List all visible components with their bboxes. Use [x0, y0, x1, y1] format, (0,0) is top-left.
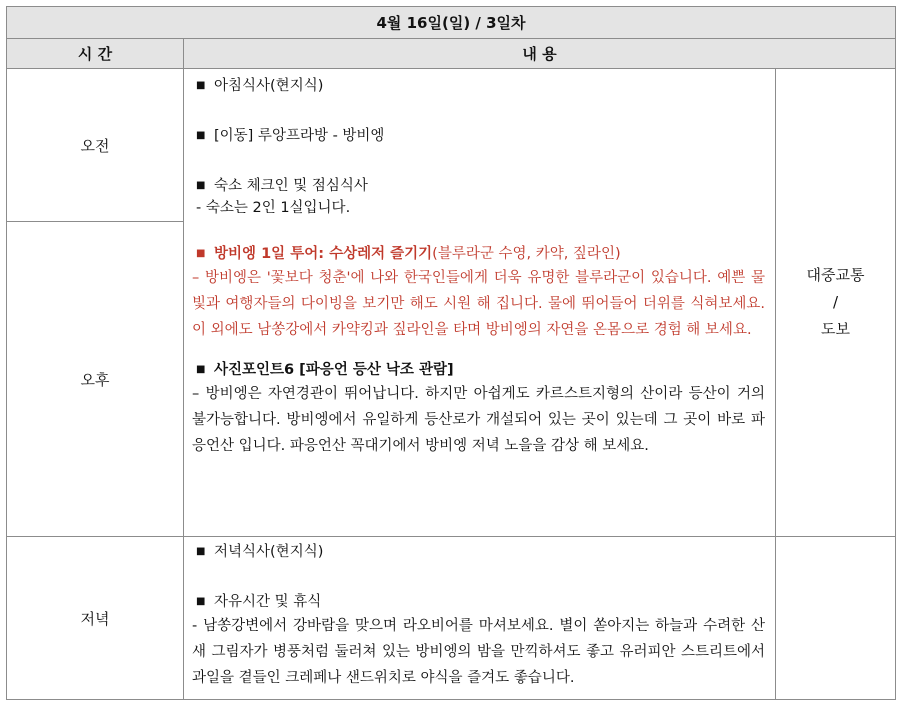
day-title: 4월 16일(일) / 3일차	[7, 7, 896, 39]
black-square-icon: ■	[196, 130, 206, 141]
morning-row	[7, 69, 896, 222]
black-square-icon: ■	[196, 80, 206, 91]
dinner-text: 저녁식사(현지식)	[214, 544, 324, 560]
free-time-text: 자유시간 및 휴식	[214, 594, 322, 610]
black-square-icon: ■	[196, 596, 206, 607]
black-square-icon: ■	[196, 364, 206, 375]
evening-transport-cell	[776, 537, 896, 700]
checkin-note: - 숙소는 2인 1실입니다.	[196, 200, 351, 216]
list-item	[192, 359, 765, 381]
breakfast-text: 아침식사(현지식)	[214, 78, 324, 94]
list-item	[192, 591, 765, 613]
title-row	[7, 7, 896, 39]
list-item	[192, 175, 765, 197]
checkin-text: 숙소 체크인 및 점심식사	[214, 178, 368, 194]
itinerary-table	[6, 6, 896, 700]
evening-content-cell	[184, 537, 776, 700]
header-row	[7, 39, 896, 69]
transport-mode: 도보	[821, 320, 850, 338]
content-header: 내 용	[184, 39, 896, 69]
black-square-icon: ■	[196, 180, 206, 191]
period-morning: 오전	[7, 69, 184, 222]
list-item	[192, 75, 765, 97]
black-square-icon: ■	[196, 546, 206, 557]
tour-title: 방비엥 1일 투어: 수상레저 즐기기	[214, 246, 433, 262]
evening-row	[7, 537, 896, 700]
list-item	[192, 243, 765, 265]
day-content-cell	[184, 69, 776, 537]
transport-mode: 대중교통	[806, 266, 865, 284]
period-afternoon: 오후	[7, 222, 184, 537]
tour-description: – 방비엥은 '꽃보다 청춘'에 나와 한국인들에게 더욱 유명한 블루라군이 있습니다. 예쁜 물빛과 여행자들의 다이빙을 보기만 해도 시원 해 집니다. 물에 뛰어들어 더위를 식혀보세요. 이 외에도 남쏭강에서 카약킹과 짚라인을 타며 방비엥의 자연을 온몸으로 경험 해 보세요.	[192, 270, 765, 338]
photo-point-description: – 방비엥은 자연경관이 뛰어납니다. 하지만 아쉽게도 카르스트지형의 산이라 등산이 거의 불가능합니다. 방비엥에서 유일하게 등산로가 개설되어 있는 곳이 있는데 그 곳이 바로 파응언산 입니다. 파응언산 꼭대기에서 방비엥 저녁 노을을 감상 해 보세요.	[192, 386, 765, 454]
list-item	[192, 541, 765, 563]
black-square-icon: ■	[196, 248, 206, 259]
transport-cell	[776, 69, 896, 537]
transport-separator: /	[832, 293, 839, 311]
move-text: [이동] 루앙프라방 - 방비엥	[214, 128, 385, 144]
photo-point-title: 사진포인트6 [파응언 등산 낙조 관람]	[214, 362, 454, 378]
tour-title-detail: (블루라군 수영, 카약, 짚라인)	[432, 246, 621, 262]
list-item	[192, 125, 765, 147]
time-header: 시 간	[7, 39, 184, 69]
free-time-description: - 남쏭강변에서 강바람을 맞으며 라오비어를 마셔보세요. 별이 쏟아지는 하늘과 수려한 산새 그림자가 병풍처럼 둘러쳐 있는 방비엥의 밤을 만끽하셔도 좋고 유러피안 스트리트에서 과일을 곁들인 크레페나 샌드위치로 야식을 즐겨도 좋습니다.	[192, 618, 765, 686]
period-evening: 저녁	[7, 537, 184, 700]
